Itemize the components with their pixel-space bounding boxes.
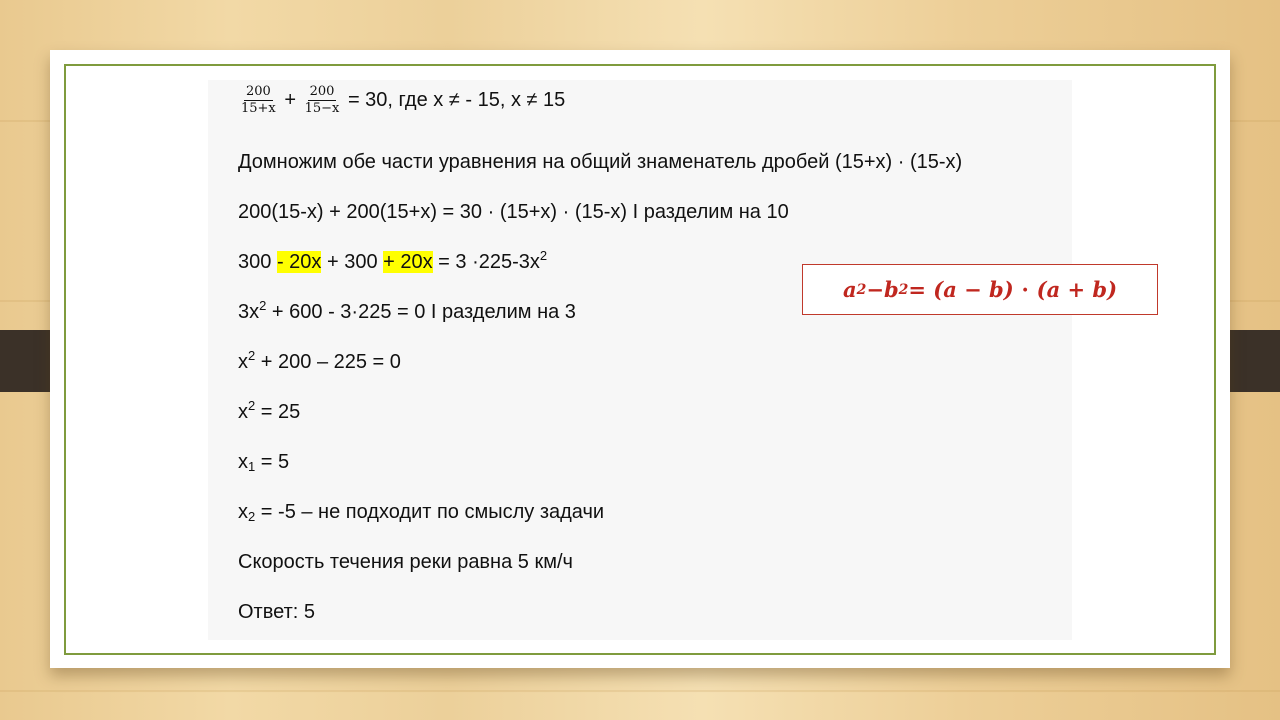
plus-sign: +: [284, 88, 297, 111]
equation-line: [238, 84, 565, 117]
term: х: [238, 401, 248, 423]
fraction-2-numerator: 200: [309, 84, 335, 99]
term: х: [238, 351, 248, 373]
term-rest: = 5: [255, 451, 290, 473]
slide: [50, 50, 1230, 668]
step-simplify-part-c: = 3 ·225-3х: [432, 251, 540, 273]
exponent: 2: [248, 398, 256, 413]
fraction-1-denominator: 15+x: [241, 101, 276, 116]
term-rest: + 200 – 225 = 0: [255, 351, 401, 373]
step-multiply: Домножим обе части уравнения на общий знаменатель дробей (15+х) · (15-х): [238, 151, 963, 173]
formula-rest: = (a − b) ⋅ (a + b): [908, 277, 1118, 302]
term-rest: = 25: [255, 401, 301, 423]
formula-minus: −: [866, 277, 884, 302]
exponent: 2: [539, 248, 548, 263]
fraction-2-denominator: 15−x: [304, 101, 340, 116]
subscript: 2: [248, 509, 256, 524]
step-simplify: [238, 250, 547, 274]
formula-a: a: [842, 277, 857, 302]
step-expand: 200(15-х) + 200(15+х) = 30 · (15+х) · (15-х) I разделим на 10: [238, 201, 789, 223]
term: 3х: [238, 301, 260, 323]
fraction-2: [303, 84, 342, 117]
exponent: 2: [259, 298, 267, 313]
highlight-minus-20x: - 20х: [276, 251, 322, 273]
exponent: 2: [248, 348, 256, 363]
conclusion: Скорость течения реки равна 5 км/ч: [238, 551, 573, 573]
term: х: [238, 501, 248, 523]
step-simplify-part-a: 300: [238, 251, 277, 273]
step-simplify-part-b: + 300: [321, 251, 384, 273]
fraction-1: [239, 84, 278, 117]
fraction-1-numerator: 200: [245, 84, 271, 99]
root-x2: [238, 500, 604, 524]
highlight-plus-20x: + 20х: [383, 251, 433, 273]
answer: Ответ: 5: [238, 601, 315, 623]
term-rest: = -5 – не подходит по смыслу задачи: [255, 501, 605, 523]
step-x-squared: [238, 400, 300, 424]
term: х: [238, 451, 248, 473]
difference-of-squares-formula: a 2 − b 2 = (a − b) ⋅ (a + b): [802, 264, 1158, 315]
formula-b: b: [883, 277, 899, 302]
equation-condition: = 30, где х ≠ - 15, х ≠ 15: [347, 88, 566, 111]
term-rest: + 600 - 3·225 = 0 I разделим на 3: [266, 301, 576, 323]
step-divide-3: [238, 300, 576, 324]
root-x1: [238, 450, 289, 474]
subscript: 1: [248, 459, 256, 474]
step-reduced: [238, 350, 401, 374]
